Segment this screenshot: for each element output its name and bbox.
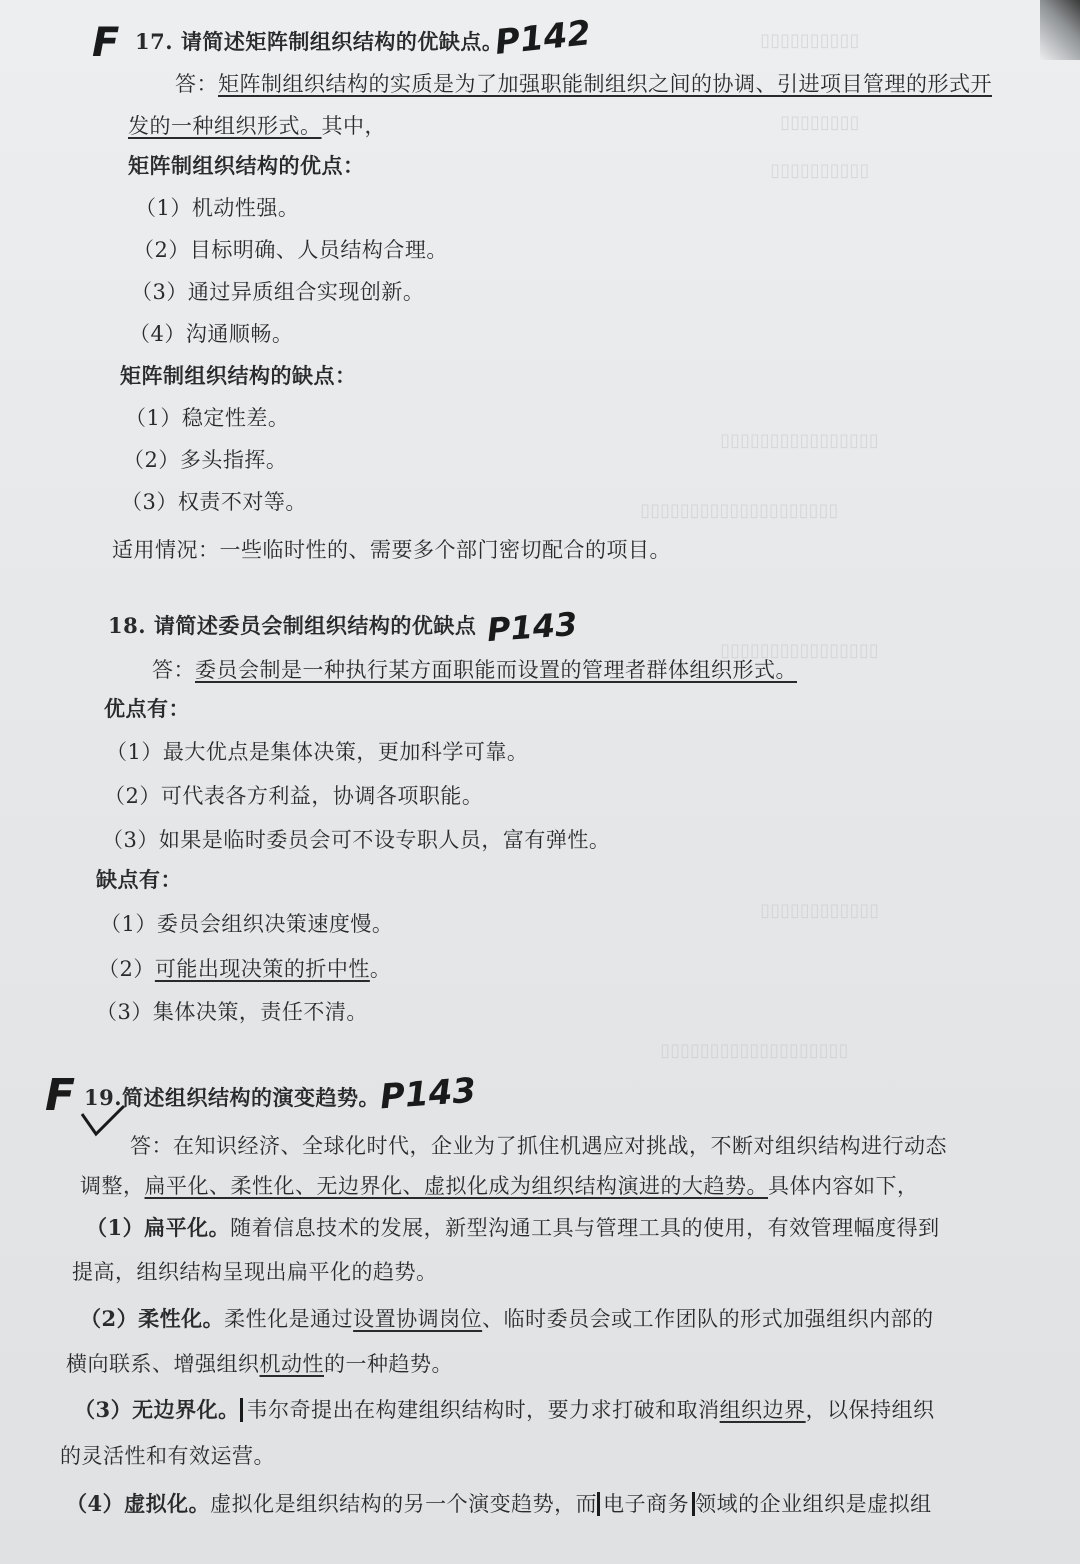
q17-answer-line-1: [175, 70, 992, 98]
q19-item-3-cont: 的灵活性和有效运营。: [60, 1444, 275, 1468]
q19-para-2: [80, 1172, 919, 1200]
q17-adv-item: （2）目标明确、人员结构合理。: [133, 238, 448, 262]
q19-item-1-cont: 提高，组织结构呈现出扁平化的趋势。: [72, 1260, 438, 1284]
bleed-through-text: ▯▯▯▯▯▯▯▯▯▯▯▯▯▯▯▯▯▯▯: [660, 1040, 849, 1061]
q17-adv-heading: 矩阵制组织结构的优点：: [128, 153, 365, 178]
item-heading: （3）无边界化。: [74, 1397, 240, 1422]
bleed-through-text: ▯▯▯▯▯▯▯▯▯▯▯▯▯▯▯▯: [720, 430, 879, 451]
question-19-title: [84, 1084, 380, 1112]
q19-item-2-cont: [66, 1350, 453, 1378]
bracketed-text: 韦尔奇: [240, 1398, 312, 1422]
question-text: 简述组织结构的演变趋势。: [122, 1085, 381, 1110]
q19-item-1: [86, 1214, 940, 1242]
question-17-title: 17. 请简述矩阵制组织结构的优缺点。: [135, 29, 504, 54]
item-text: 、临时委员会或工作团队的形式加强组织内部的: [482, 1307, 934, 1331]
q18-answer: [152, 656, 797, 684]
text: 具体内容如下，: [768, 1174, 919, 1198]
q18-adv-item: （3）如果是临时委员会可不设专职人员，富有弹性。: [102, 828, 611, 852]
punctuation: 。: [369, 957, 392, 981]
q19-item-4: [66, 1490, 932, 1518]
page-edge-shadow: [1040, 0, 1080, 60]
q18-dis-item: [98, 955, 391, 983]
q17-adv-item: （1）机动性强。: [135, 196, 300, 220]
text: 调整，: [80, 1174, 145, 1198]
q17-dis-item: （1）稳定性差。: [125, 406, 290, 430]
item-text: 提出在构建组织结构时，要力求打破和取消: [311, 1398, 720, 1422]
item-heading: （1）扁平化。: [86, 1215, 231, 1240]
bleed-through-text: ▯▯▯▯▯▯▯▯▯▯: [760, 30, 860, 51]
q18-adv-item: （2）可代表各方利益，协调各项职能。: [104, 784, 484, 808]
item-text: 随着信息技术的发展，新型沟通工具与管理工具的使用，有效管理幅度得到: [230, 1216, 940, 1240]
handwritten-mark-f: F: [45, 1070, 76, 1121]
underlined-text: 可能出现决策的折中性: [154, 957, 370, 981]
q17-answer-line-2: [128, 112, 386, 140]
bracketed-text: 电子商务: [597, 1492, 695, 1516]
q19-item-3: [74, 1396, 935, 1424]
q17-adv-item: （3）通过异质组合实现创新。: [131, 280, 425, 304]
handwritten-mark-f: F: [92, 20, 120, 66]
q17-usage: 适用情况：一些临时性的、需要多个部门密切配合的项目。: [112, 538, 671, 562]
q17-dis-item: （2）多头指挥。: [123, 448, 288, 472]
q18-adv-item: （1）最大优点是集体决策，更加科学可靠。: [106, 740, 529, 764]
q19-para-1: 答：在知识经济、全球化时代，企业为了抓住机遇应对挑战，不断对组织结构进行动态: [130, 1134, 947, 1158]
bleed-through-text: ▯▯▯▯▯▯▯▯▯▯: [770, 160, 870, 181]
item-text: 横向联系、增强组织: [66, 1352, 260, 1376]
underlined-text: 设置协调岗位: [353, 1307, 483, 1331]
q18-dis-heading: 缺点有：: [96, 867, 182, 892]
bleed-through-text: ▯▯▯▯▯▯▯▯▯▯▯▯▯▯▯▯▯▯▯▯: [640, 500, 839, 521]
item-heading: （2）柔性化。: [80, 1306, 225, 1331]
bleed-through-text: ▯▯▯▯▯▯▯▯: [780, 112, 860, 133]
underlined-text: 扁平化、柔性化、无边界化、虚拟化成为组织结构演进的大趋势。: [144, 1174, 768, 1198]
answer-prefix: 答：: [152, 658, 195, 682]
page-ref-18: P143: [485, 604, 579, 650]
q18-dis-item: （3）集体决策，责任不清。: [96, 1000, 368, 1024]
item-text: 虚拟化是组织结构的另一个演变趋势，而: [210, 1492, 598, 1516]
item-text: 柔性化是通过: [224, 1307, 354, 1331]
item-text: 的一种趋势。: [324, 1352, 453, 1376]
underlined-text: 矩阵制组织结构的实质是为了加强职能制组织之间的协调、引进项目管理的形式开: [218, 72, 992, 96]
question-18-title: 18. 请简述委员会制组织结构的优缺点: [108, 613, 477, 638]
bleed-through-text: ▯▯▯▯▯▯▯▯▯▯▯▯▯▯▯▯: [720, 640, 879, 661]
list-number: （2）: [98, 957, 155, 981]
q17-dis-item: （3）权责不对等。: [121, 490, 307, 514]
item-text: 领域的企业组织是虚拟组: [695, 1492, 932, 1516]
page-ref-17: P142: [493, 13, 593, 63]
underlined-text: 委员会制是一种执行某方面职能而设置的管理者群体组织形式。: [195, 658, 797, 682]
q17-dis-heading: 矩阵制组织结构的缺点：: [120, 363, 357, 388]
underlined-text: 组织边界: [719, 1398, 806, 1422]
answer-text: 其中，: [321, 114, 386, 138]
q18-adv-heading: 优点有：: [104, 696, 190, 721]
item-text: ，以保持组织: [805, 1398, 935, 1422]
bleed-through-text: ▯▯▯▯▯▯▯▯▯▯▯▯: [760, 900, 879, 921]
item-heading: （4）虚拟化。: [66, 1491, 211, 1516]
q18-dis-item: （1）委员会组织决策速度慢。: [100, 912, 394, 936]
q17-adv-item: （4）沟通顺畅。: [129, 322, 294, 346]
question-number: 19.: [84, 1085, 123, 1110]
underlined-text: 机动性: [259, 1352, 324, 1376]
q19-item-2: [80, 1305, 934, 1333]
answer-prefix: 答：: [175, 72, 218, 96]
underlined-text: 发的一种组织形式。: [128, 114, 322, 138]
page-ref-19: P143: [378, 1070, 478, 1118]
